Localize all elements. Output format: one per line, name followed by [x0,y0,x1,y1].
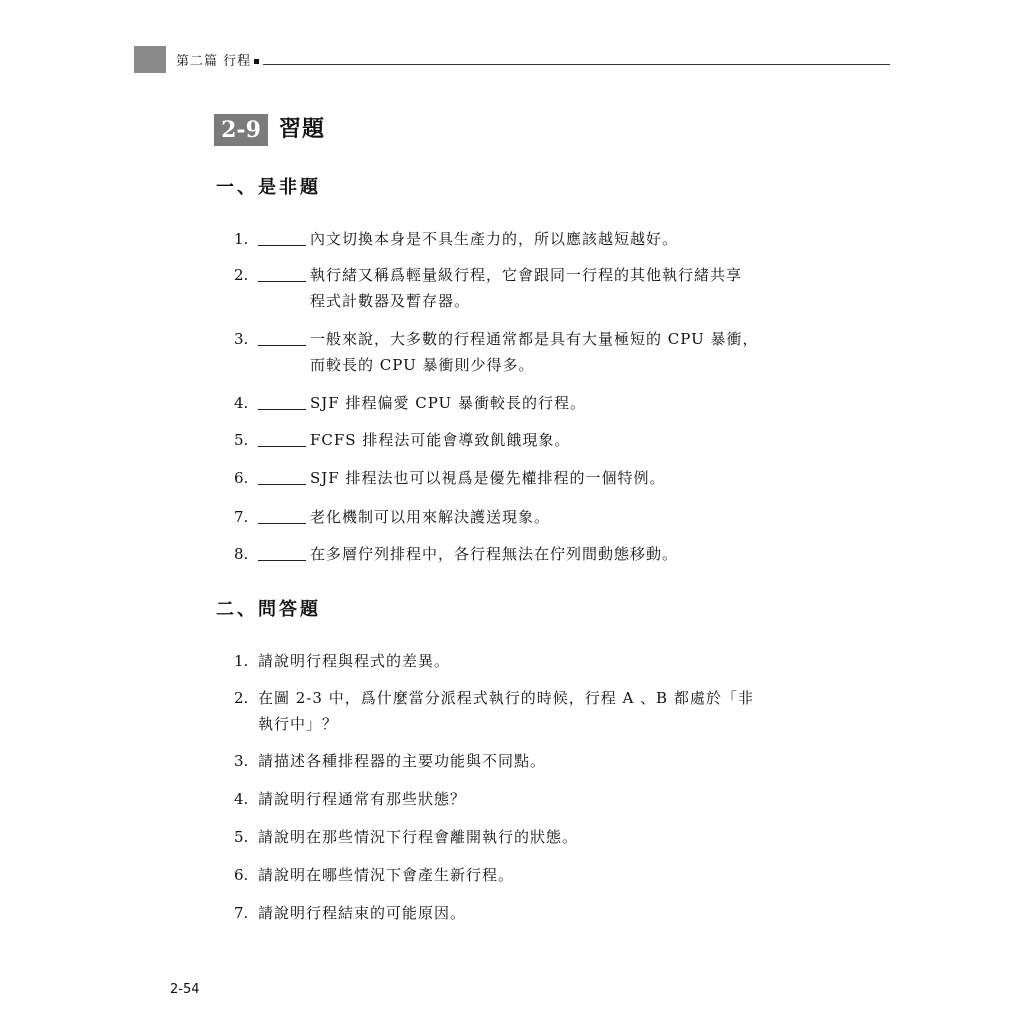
tf-item-text: 老化機制可以用來解決護送現象。 [310,508,551,526]
tf-item-number: 6. [234,469,249,487]
qa-item-text: 請說明在哪些情況下會產生新行程。 [258,866,515,884]
tf-item-text: 程式計數器及暫存器。 [310,292,471,310]
qa-item-number: 4. [234,790,249,808]
qa-item-text: 請說明在那些情況下行程會離開執行的狀態。 [258,828,579,846]
answer-blank [258,245,306,246]
tf-item-text: 內文切換本身是不具生產力的，所以應該越短越好。 [310,230,679,248]
qa-item-text: 請說明行程結束的可能原因。 [258,904,467,922]
page-number: 2-54 [170,982,200,997]
tf-item-number: 3. [234,330,249,348]
tf-item-text: SJF 排程偏愛 CPU 暴衝較長的行程。 [310,394,586,412]
section-number-badge: 2-9 [214,114,268,146]
answer-blank [258,409,306,410]
qa-item-number: 3. [234,752,249,770]
answer-blank [258,446,306,447]
true-false-heading: 一、是非題 [216,177,321,198]
tf-item-text: 而較長的 CPU 暴衝則少得多。 [310,356,535,374]
qa-item-number: 5. [234,828,249,846]
answer-blank [258,484,306,485]
qa-item-number: 7. [234,904,249,922]
qa-item-text: 執行中」？ [258,715,339,733]
qa-item-text: 請說明行程通常有那些狀態？ [258,790,467,808]
section-title: 習題 [279,117,326,142]
tf-item-number: 7. [234,508,249,526]
header-bullet-icon [254,59,259,64]
qa-item-number: 6. [234,866,249,884]
tf-item-number: 4. [234,394,249,412]
tf-item-text: FCFS 排程法可能會導致飢餓現象。 [310,431,571,449]
tf-item-number: 8. [234,545,249,563]
tf-item-number: 5. [234,431,249,449]
running-header [176,54,259,70]
answer-blank [258,345,306,346]
qa-item-number: 1. [234,652,249,670]
tf-item-number: 1. [234,230,249,248]
answer-blank [258,560,306,561]
tf-item-text: SJF 排程法也可以視爲是優先權排程的一個特例。 [310,469,666,487]
header-rule [263,64,890,65]
qa-item-text: 請描述各種排程器的主要功能與不同點。 [258,752,547,770]
qa-heading: 二、問答題 [216,599,321,620]
answer-blank [258,281,306,282]
running-header-text: 第二篇 行程 [176,54,252,69]
tf-item-number: 2. [234,266,249,284]
header-decor-block [134,46,166,73]
tf-item-text: 在多層佇列排程中，各行程無法在佇列間動態移動。 [310,545,679,563]
qa-item-text: 在圖 2-3 中，爲什麼當分派程式執行的時候，行程 A 、B 都處於「非 [258,689,754,707]
qa-item-number: 2. [234,689,249,707]
qa-item-text: 請說明行程與程式的差異。 [258,652,451,670]
tf-item-text: 執行緒又稱爲輕量級行程，它會跟同一行程的其他執行緒共享 [310,266,743,284]
tf-item-text: 一般來說，大多數的行程通常都是具有大量極短的 CPU 暴衝， [310,330,759,348]
answer-blank [258,523,306,524]
